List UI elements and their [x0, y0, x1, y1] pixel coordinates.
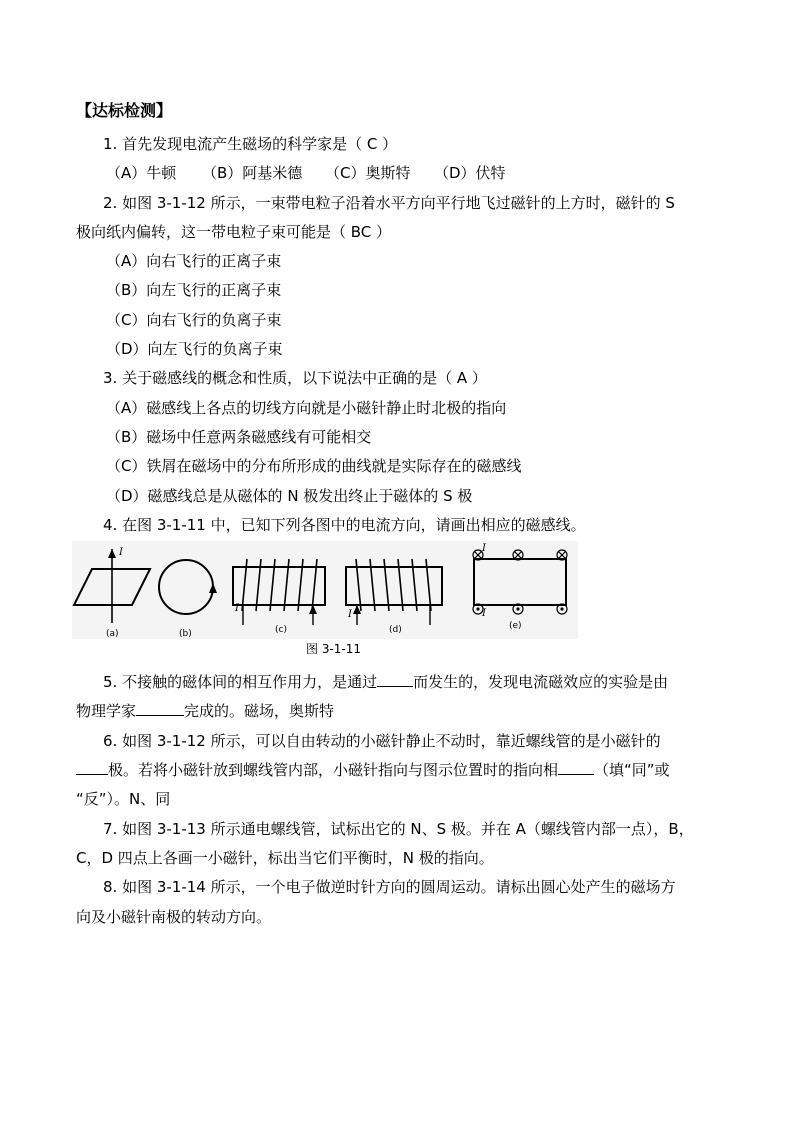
q5-blank-2[interactable]	[136, 701, 184, 716]
fig-a-current-label: I	[119, 547, 123, 558]
fig-e-current-label-top: I	[482, 543, 486, 554]
q1-option-c: （C）奥斯特	[325, 164, 411, 182]
q2-option-b: （B）向左飞行的正离子束	[106, 281, 282, 299]
q4-stem: 4. 在图 3-1-11 中，已知下列各图中的电流方向，请画出相应的磁感线。	[103, 516, 586, 534]
q8-line1: 8. 如图 3-1-14 所示，一个电子做逆时针方向的圆周运动。请标出圆心处产生的磁场方	[103, 878, 676, 896]
q3-option-c: （C）铁屑在磁场中的分布所形成的曲线就是实际存在的磁感线	[106, 457, 522, 475]
fig-label-e: (e)	[509, 621, 522, 631]
q2-stem-line1: 2. 如图 3-1-12 所示，一束带电粒子沿着水平方向平行地飞过磁针的上方时，磁针的 S	[103, 194, 675, 212]
section-heading: 【达标检测】	[76, 101, 173, 120]
q2-option-a: （A）向右飞行的正离子束	[106, 252, 282, 270]
q6-text-b: （填“同”或	[594, 761, 670, 779]
q3-stem: 3. 关于磁感线的概念和性质，以下说法中正确的是（ A ）	[103, 369, 487, 387]
q3-option-d: （D）磁感线总是从磁体的 N 极发出终止于磁体的 S 极	[106, 487, 473, 505]
q6-line2	[76, 760, 670, 780]
fig-label-b: (b)	[179, 629, 192, 639]
q1-stem: 1. 首先发现电流产生磁场的科学家是（ C ）	[103, 135, 398, 153]
q6-blank-1[interactable]	[76, 760, 108, 775]
q5-text-d: 完成的。磁场，奥斯特	[184, 702, 335, 720]
q1-option-a: （A）牛顿	[106, 164, 177, 182]
q3-option-a: （A）磁感线上各点的切线方向就是小磁针静止时北极的指向	[106, 399, 507, 417]
q2-stem-line2: 极向纸内偏转，这一带电粒子束可能是（ BC ）	[76, 223, 392, 241]
figure-caption: 图 3-1-11	[306, 642, 362, 656]
q6-blank-2[interactable]	[558, 760, 594, 775]
fig-d-current-label: I	[348, 609, 352, 620]
q2-option-d: （D）向左飞行的负离子束	[106, 340, 283, 358]
q7-line2: C，D 四点上各画一小磁针，标出当它们平衡时，N 极的指向。	[76, 849, 494, 867]
q1-option-b: （B）阿基米德	[202, 164, 303, 182]
q6-text-a: 极。若将小磁针放到螺线管内部，小磁针指向与图示位置时的指向相	[108, 761, 559, 779]
fig-label-d: (d)	[389, 625, 402, 635]
fig-label-a: (a)	[106, 629, 119, 639]
q5-line1	[103, 672, 668, 692]
q2-option-c: （C）向右飞行的负离子束	[106, 311, 282, 329]
q5-line2	[76, 701, 334, 721]
fig-c-current-label: I	[235, 603, 239, 614]
q7-line1: 7. 如图 3-1-13 所示通电螺线管，试标出它的 N、S 极。并在 A（螺线管内部一点），B，	[103, 820, 694, 838]
fig-e-current-label-bottom: I	[482, 608, 486, 619]
q6-line1: 6. 如图 3-1-12 所示，可以自由转动的小磁针静止不动时，靠近螺线管的是小磁针的	[103, 732, 661, 750]
q5-blank-1[interactable]	[377, 672, 413, 687]
q5-text-c: 物理学家	[76, 702, 137, 720]
q6-line3: “反”）。N、同	[76, 790, 171, 808]
q5-text-a: 5. 不接触的磁体间的相互作用力，是通过	[103, 673, 378, 691]
q3-option-b: （B）磁场中任意两条磁感线有可能相交	[106, 428, 372, 446]
q8-line2: 向及小磁针南极的转动方向。	[76, 908, 272, 926]
figure-3-1-11	[72, 541, 578, 639]
q1-option-d: （D）伏特	[434, 164, 506, 182]
q5-text-b: 而发生的，发现电流磁效应的实验是由	[413, 673, 669, 691]
fig-label-c: (c)	[275, 625, 287, 635]
q1-options	[106, 163, 506, 183]
